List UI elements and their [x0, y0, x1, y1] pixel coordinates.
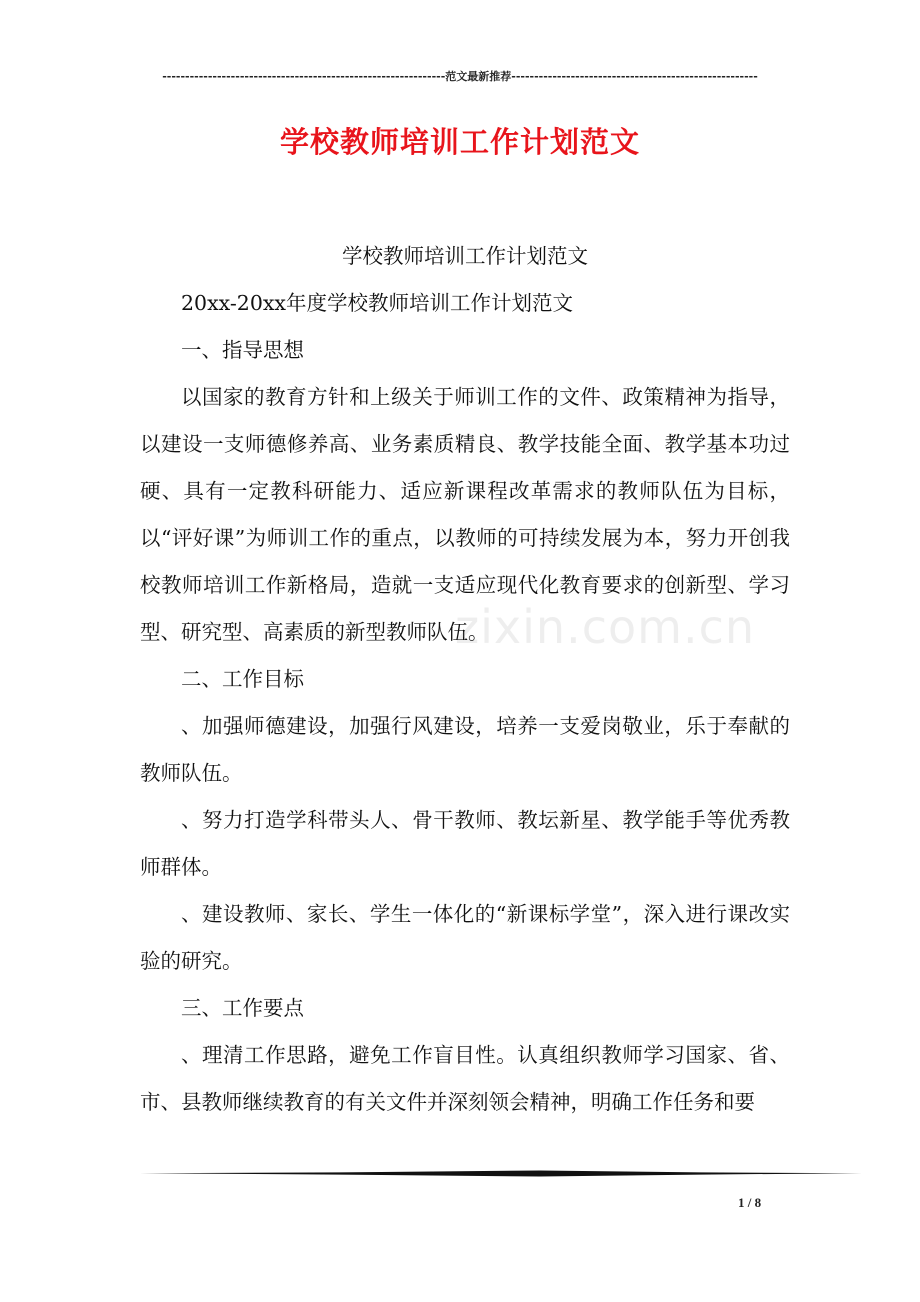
goal-item-2: 、努力打造学科带头人、骨干教师、教坛新星、教学能手等优秀教师群体。 [140, 808, 790, 879]
year-line: 20xx-20xx年度学校教师培训工作计划范文 [181, 291, 573, 315]
goal-item-1: 、加强师德建设，加强行风建设，培养一支爱岗敬业，乐于奉献的教师队伍。 [140, 714, 790, 785]
document-subtitle: 学校教师培训工作计划范文 [342, 244, 588, 268]
header-recommend-line: --------------------------------------------------------------范文最新推荐------------------------------------------------------ [162, 70, 758, 83]
section-heading-work-points: 三、工作要点 [181, 996, 304, 1020]
paragraph-guiding-thought: 以国家的教育方针和上级关于师训工作的文件、政策精神为指导，以建设一支师德修养高、业务素质精良、教学技能全面、教学基本功过硬、具有一定教科研能力、适应新课程改革需求的教师队伍为目标，以“评好课”为师训工作的重点，以教师的可持续发展为本，努力开创我校教师培训工作新格局，造就一支适应现代化教育要求的创新型、学习型、研究型、高素质的新型教师队伍。 [140, 385, 790, 644]
footer-divider [140, 1170, 862, 1177]
work-point-1: 、理清工作思路，避免工作盲目性。认真组织教师学习国家、省、市、县教师继续教育的有关文件并深刻领会精神，明确工作任务和要 [140, 1043, 790, 1114]
page-number: 1 / 8 [738, 1195, 762, 1210]
section-heading-work-goals: 二、工作目标 [181, 667, 304, 691]
document-title: 学校教师培训工作计划范文 [279, 125, 640, 159]
section-heading-guiding-thought: 一、指导思想 [181, 338, 304, 362]
watermark: zixin.com.cn [455, 600, 756, 654]
document-body [140, 233, 790, 1126]
goal-item-3: 、建设教师、家长、学生一体化的“新课标学堂”，深入进行课改实验的研究。 [140, 902, 790, 973]
